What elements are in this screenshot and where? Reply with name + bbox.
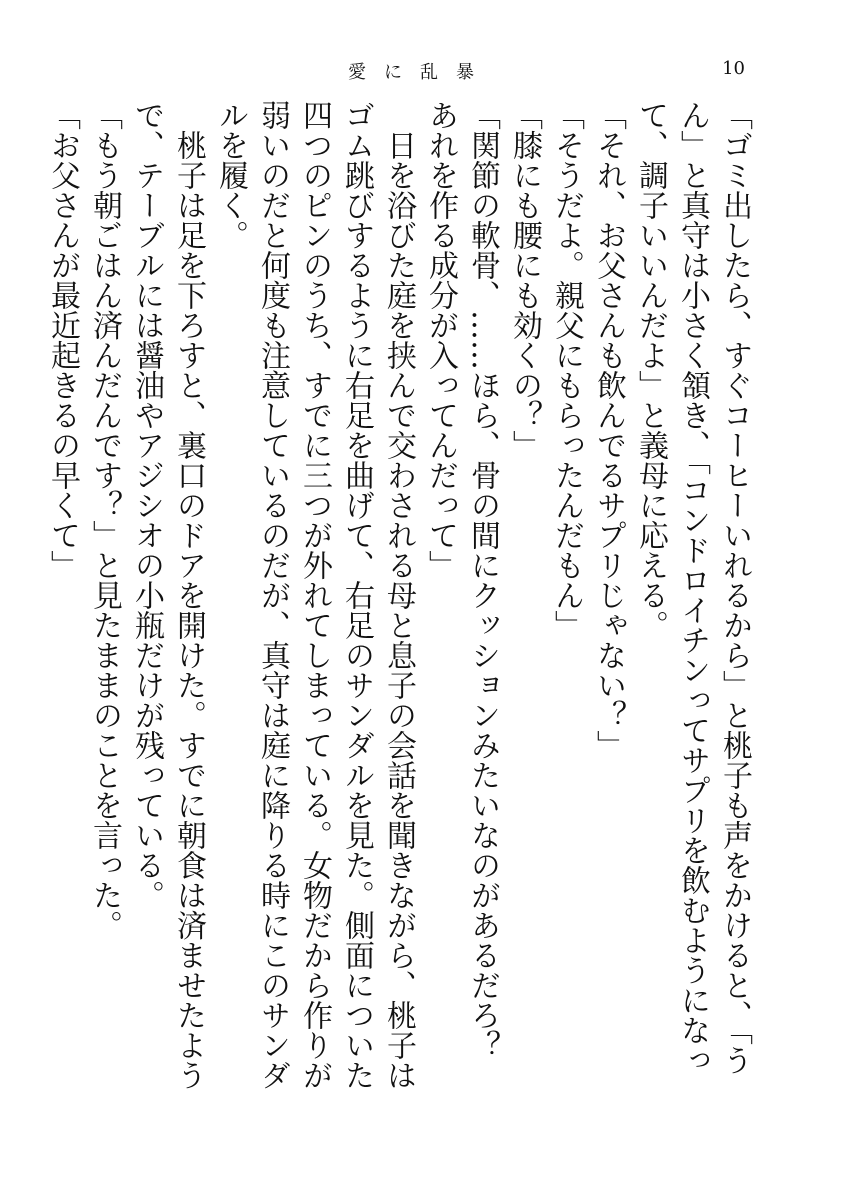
paragraph: 「お父さんが最近起きるの早くて」 <box>45 100 80 580</box>
paragraph: 「もう朝ごはん済んだんです？」と見たままのことを言った。 <box>87 100 122 940</box>
paragraph: 「関節の軟骨、……ほら、骨の間にクッションみたいなのがあるだろ？ あれを作る成分が入ってんだって」 <box>423 100 500 1090</box>
paragraph: 「それ、お父さんも飲んでるサプリじゃない？」 <box>591 100 626 760</box>
running-title: 愛に乱暴 <box>348 62 492 83</box>
paragraph: 「そうだよ。親父にもらったんだもん」 <box>549 100 584 640</box>
paragraph: 「膝にも腰にも効くの？」 <box>507 100 542 460</box>
paragraph: 「ゴミ出したら、すぐコーヒーいれるから」と桃子も声をかけると、「うん」と真守は小さく頷き、「コンドロイチンってサプリを飲むようになって、調子いいんだよ」と義母に応える。 <box>633 100 752 1075</box>
vertical-body-text <box>41 100 755 1110</box>
page-number: 10 <box>722 58 745 79</box>
paragraph: 日を浴びた庭を挟んで交わされる母と息子の会話を聞きながら、桃子はゴム跳びするように右足を曲げて、右足のサンダルを見た。側面についた四つのピンのうち、すでに三つが外れてしまっている。女物だから作りが弱いのだと何度も注意しているのだが、真守は庭に降りる時にこのサンダルを履く。 <box>213 100 416 1090</box>
paragraph: 桃子は足を下ろすと、裏口のドアを開けた。すでに朝食は済ませたようで、テーブルには醤油やアジシオの小瓶だけが残っている。 <box>129 100 206 1090</box>
